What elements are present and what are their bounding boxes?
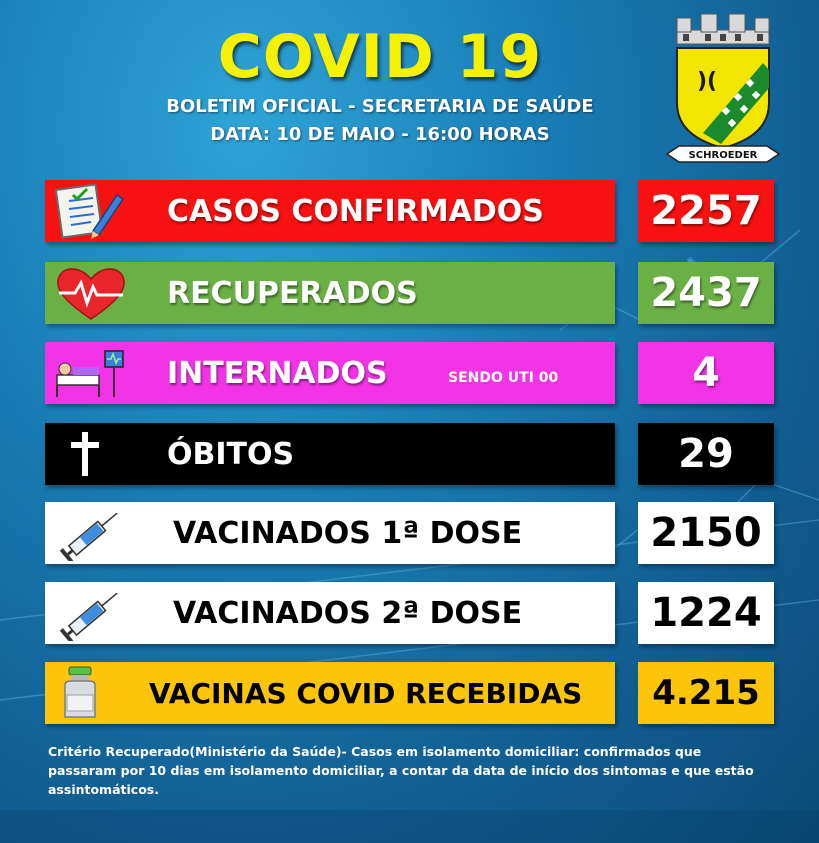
- recovered-value: 2437: [638, 262, 774, 324]
- row-recovered: [45, 262, 615, 324]
- recovered-label: RECUPERADOS: [167, 275, 418, 311]
- syringe-icon: [51, 585, 131, 641]
- heart-pulse-icon: [51, 265, 131, 321]
- clipboard-checklist-icon: [51, 183, 131, 239]
- crest-label: SCHROEDER: [688, 150, 758, 161]
- vaccinated-second-dose-value: 1224: [638, 582, 774, 644]
- vaccinated-first-dose-value: 2150: [638, 502, 774, 564]
- row-vaccinated-second-dose: [45, 582, 615, 644]
- confirmed-cases-label: CASOS CONFIRMADOS: [167, 193, 544, 229]
- vaccinated-first-dose-label: VACINADOS 1ª DOSE: [173, 515, 523, 551]
- row-confirmed-cases: [45, 180, 615, 242]
- vaccine-vial-icon: [51, 665, 131, 721]
- schroeder-crest-icon: [663, 8, 783, 170]
- row-vaccines-received: [45, 662, 615, 724]
- bulletin-date: DATA: 10 DE MAIO - 16:00 HORAS: [210, 124, 550, 145]
- vaccinated-second-dose-label: VACINADOS 2ª DOSE: [173, 595, 523, 631]
- vaccines-received-value: 4.215: [638, 662, 774, 724]
- row-vaccinated-first-dose: [45, 502, 615, 564]
- deaths-label: ÓBITOS: [167, 436, 295, 472]
- hospitalized-value: 4: [638, 342, 774, 404]
- page-title: COVID 19: [217, 22, 543, 92]
- hospital-bed-icon: [51, 345, 131, 401]
- row-hospitalized: [45, 342, 615, 404]
- cross-icon: [51, 426, 131, 482]
- bulletin-subtitle: BOLETIM OFICIAL - SECRETARIA DE SAÚDE: [166, 96, 594, 117]
- hospitalized-label: INTERNADOS: [167, 355, 388, 391]
- icu-note: SENDO UTI 00: [448, 370, 559, 386]
- confirmed-cases-value: 2257: [638, 180, 774, 242]
- deaths-value: 29: [638, 423, 774, 485]
- vaccines-received-label: VACINAS COVID RECEBIDAS: [149, 676, 583, 710]
- row-deaths: [45, 423, 615, 485]
- svg-text:)(: )(: [697, 69, 718, 94]
- syringe-icon: [51, 505, 131, 561]
- recovery-criteria-note: Critério Recuperado(Ministério da Saúde)- Casos em isolamento domiciliar: confirmados que passaram por 10 dias em isolamento domiciliar, a contar da data de início dos sintomas e que estão assintomáticos.: [48, 744, 754, 797]
